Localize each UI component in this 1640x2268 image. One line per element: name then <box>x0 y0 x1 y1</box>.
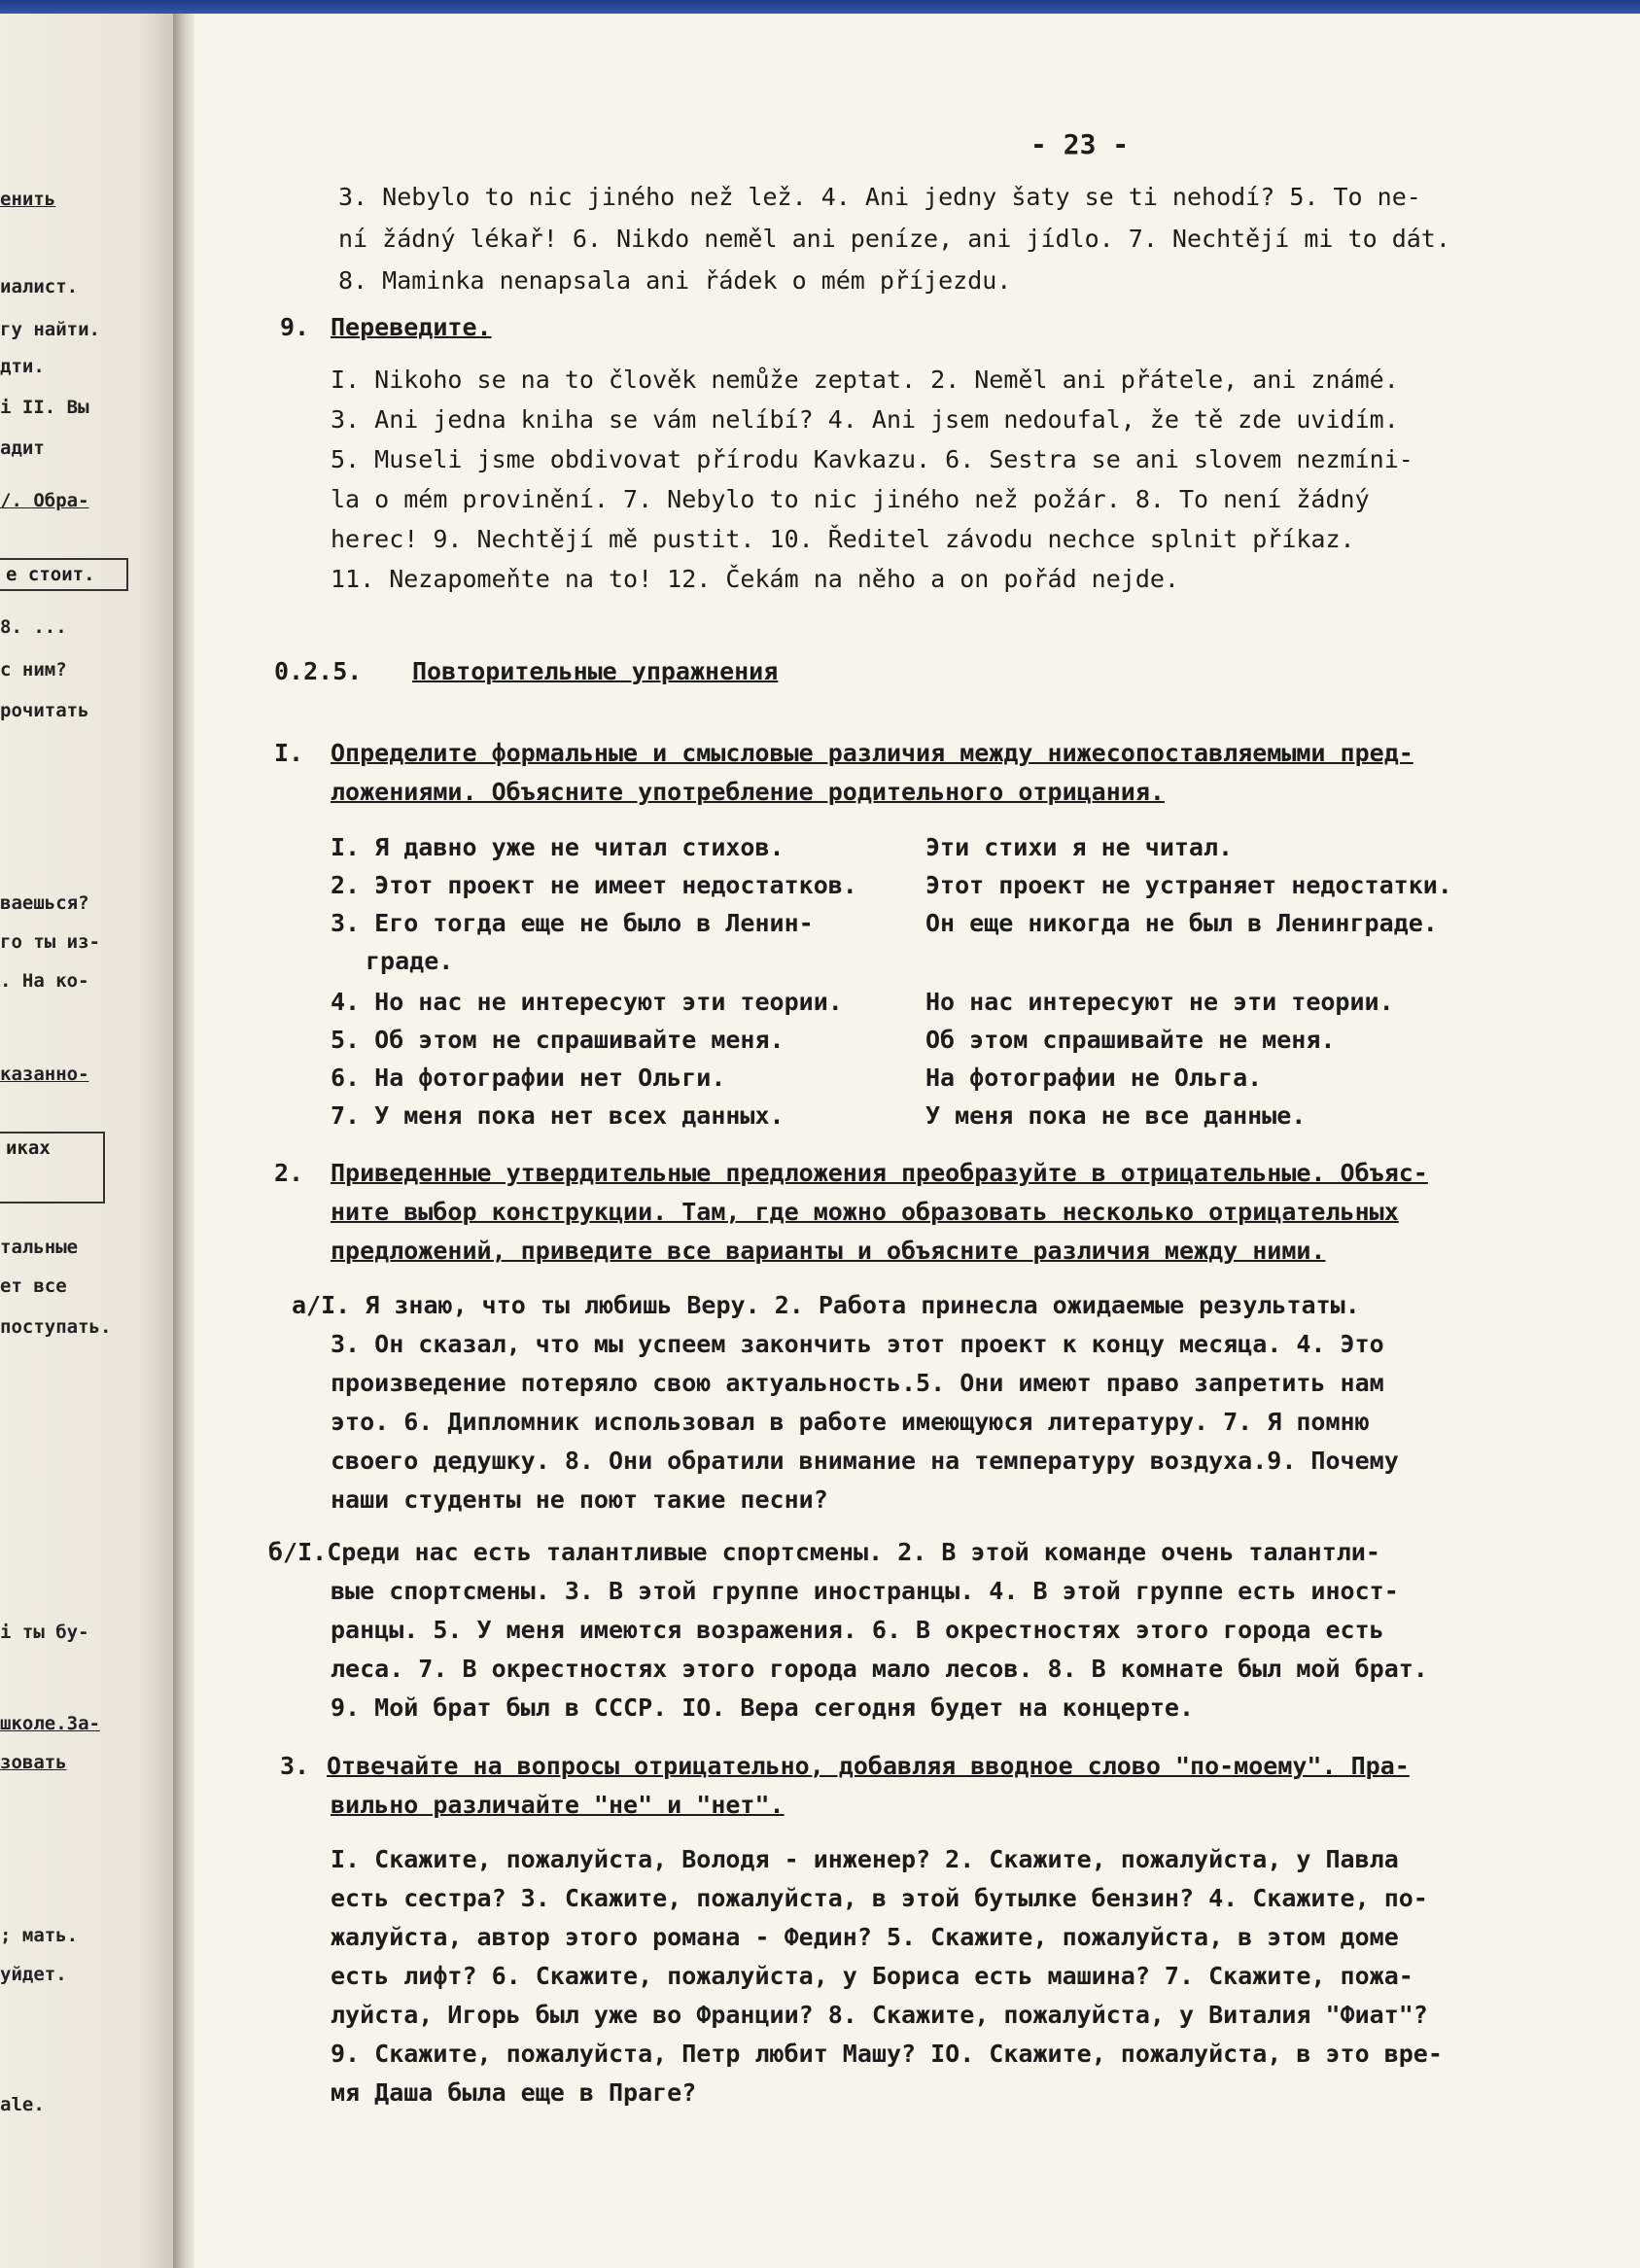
sentence-right: Об этом спрашивайте не меня. <box>925 1026 1336 1054</box>
exercise-line: есть лифт? 6. Скажите, пожалуйста, у Бориса есть машина? 7. Скажите, пожа- <box>331 1962 1413 1990</box>
sentence-left: 7. У меня пока нет всех данных. <box>331 1101 785 1130</box>
left-page-edge <box>0 14 173 2268</box>
book-gutter <box>173 14 194 2268</box>
exercise-line: ní žádný lékař! 6. Nikdo neměl ani peníze, ani jídlo. 7. Nechtějí mi to dát. <box>338 225 1450 253</box>
left-fragment: рочитать <box>0 700 89 721</box>
sentence-right: Но нас интересуют не эти теории. <box>925 988 1394 1016</box>
section-heading: Повторительные упражнения <box>412 657 779 685</box>
left-fragment: тальные <box>0 1237 79 1258</box>
exercise-line: 3. Nebylo to nic jiného než lež. 4. Ani jedny šaty se ti nehodí? 5. To ne- <box>338 183 1421 211</box>
left-boxed-fragment: иках <box>0 1132 105 1204</box>
exercise-heading: ложениями. Объясните употребление родительного отрицания. <box>331 778 1165 806</box>
exercise-number: 9. <box>280 313 310 341</box>
left-fragment: і ты бу- <box>0 1622 89 1643</box>
left-fragment: школе.За- <box>0 1713 100 1734</box>
left-fragment: адит <box>0 437 45 459</box>
left-fragment: ваешься? <box>0 892 89 914</box>
sentence-left: 2. Этот проект не имеет недостатков. <box>331 871 857 899</box>
sentence-left: 4. Но нас не интересуют эти теории. <box>331 988 843 1016</box>
exercise-line: вые спортсмены. 3. В этой группе иностранцы. 4. В этой группе есть иност- <box>331 1577 1399 1605</box>
sentence-right: Эти стихи я не читал. <box>925 833 1234 861</box>
exercise-heading: Отвечайте на вопросы отрицательно, добавляя вводное слово "по-моему". Пра- <box>327 1752 1410 1780</box>
left-fragment: го ты из- <box>0 931 100 953</box>
exercise-line: 5. Museli jsme obdivovat přírodu Kavkazu. 6. Sestra se ani slovem nezmíni- <box>331 445 1413 473</box>
section-number: 0.2.5. <box>274 657 363 685</box>
exercise-number: 3. <box>280 1752 310 1780</box>
exercise-line: леса. 7. В окрестностях этого города мало лесов. 8. В комнате был мой брат. <box>331 1655 1428 1683</box>
exercise-line: 3. Ani jedna kniha se vám nelíbí? 4. Ani jsem nedoufal, že tě zde uvidím. <box>331 405 1399 434</box>
left-fragment: і II. Вы <box>0 397 89 418</box>
exercise-heading: предложений, приведите все варианты и объясните различия между ними. <box>331 1237 1326 1265</box>
left-boxed-fragment: е стоит. <box>0 558 128 591</box>
left-fragment: уйдет. <box>0 1964 67 1985</box>
left-fragment: гу найти. <box>0 319 100 340</box>
exercise-line: 11. Nezapomeňte na to! 12. Čekám na něho a on pořád nejde. <box>331 565 1179 593</box>
exercise-line: herec! 9. Nechtějí mě pustit. 10. Ředitel závodu nechce splnit příkaz. <box>331 525 1355 553</box>
exercise-line: жалуйста, автор этого романа - Федин? 5. Скажите, пожалуйста, в этом доме <box>331 1923 1399 1951</box>
exercise-line: это. 6. Дипломник использовал в работе имеющуюся литературу. 7. Я помню <box>331 1408 1370 1436</box>
left-fragment: /. Обра- <box>0 490 89 511</box>
exercise-line: 9. Мой брат был в СССР. IO. Вера сегодня будет на концерте. <box>331 1693 1195 1722</box>
exercise-line: есть сестра? 3. Скажите, пожалуйста, в этой бутылке бензин? 4. Скажите, по- <box>331 1884 1428 1912</box>
scan-top-edge <box>0 0 1640 14</box>
left-fragment: енить <box>0 189 56 210</box>
left-fragment: с ним? <box>0 659 67 680</box>
exercise-line: а/І. Я знаю, что ты любишь Веру. 2. Работа принесла ожидаемые результаты. <box>292 1291 1360 1319</box>
left-fragment: иалист. <box>0 276 79 297</box>
exercise-line: 9. Скажите, пожалуйста, Петр любит Машу? IO. Скажите, пожалуйста, в это вре- <box>331 2040 1443 2068</box>
exercise-line: мя Даша была еще в Праге? <box>331 2078 697 2107</box>
left-fragment: ale. <box>0 2094 45 2115</box>
exercise-line: 3. Он сказал, что мы успеем закончить этот проект к концу месяца. 4. Это <box>331 1330 1384 1358</box>
exercise-line: I. Nikoho se na to člověk nemůže zeptat. 2. Neměl ani přátele, ani známé. <box>331 366 1399 394</box>
exercise-heading: Определите формальные и смысловые различия между нижесопоставляемыми пред- <box>331 739 1413 767</box>
sentence-right: У меня пока не все данные. <box>925 1101 1307 1130</box>
exercise-heading: Переведите. <box>331 313 492 341</box>
exercise-heading: Приведенные утвердительные предложения преобразуйте в отрицательные. Объяс- <box>331 1159 1428 1187</box>
page-number: - 23 - <box>1030 128 1130 160</box>
sentence-right: Этот проект не устраняет недостатки. <box>925 871 1452 899</box>
sentence-left: 5. Об этом не спрашивайте меня. <box>331 1026 785 1054</box>
exercise-line: произведение потеряло свою актуальность.5. Они имеют право запретить нам <box>331 1369 1384 1397</box>
exercise-line: I. Скажите, пожалуйста, Володя - инженер? 2. Скажите, пожалуйста, у Павла <box>331 1845 1399 1873</box>
sentence-left: I. Я давно уже не читал стихов. <box>331 833 785 861</box>
exercise-heading: ните выбор конструкции. Там, где можно образовать несколько отрицательных <box>331 1198 1399 1226</box>
left-fragment: поступать. <box>0 1316 112 1338</box>
exercise-line: луйста, Игорь был уже во Франции? 8. Скажите, пожалуйста, у Виталия "Фиат"? <box>331 2001 1428 2029</box>
left-fragment: . На ко- <box>0 970 89 992</box>
left-fragment: зовать <box>0 1752 67 1773</box>
sentence-left-continued: граде. <box>366 947 454 975</box>
exercise-number: 2. <box>274 1159 304 1187</box>
left-fragment: дти. <box>0 356 45 377</box>
left-fragment: казанно- <box>0 1064 89 1085</box>
left-fragment: 8. ... <box>0 616 67 638</box>
left-fragment: ет все <box>0 1275 67 1297</box>
sentence-left: 6. На фотографии нет Ольги. <box>331 1064 726 1092</box>
sentence-left: 3. Его тогда еще не было в Ленин- <box>331 909 814 937</box>
sentence-right: Он еще никогда не был в Ленинграде. <box>925 909 1438 937</box>
sentence-right: На фотографии не Ольга. <box>925 1064 1263 1092</box>
exercise-line: наши студенты не поют такие песни? <box>331 1485 828 1514</box>
exercise-line: б/І.Среди нас есть талантливые спортсмены. 2. В этой команде очень талантли- <box>268 1538 1380 1566</box>
right-page <box>194 14 1640 2268</box>
exercise-line: la o mém provinění. 7. Nebylo to nic jiného než požár. 8. To není žádný <box>331 485 1370 513</box>
exercise-number: I. <box>274 739 304 767</box>
left-fragment: ; мать. <box>0 1925 79 1946</box>
exercise-line: ранцы. 5. У меня имеются возражения. 6. В окрестностях этого города есть <box>331 1616 1384 1644</box>
exercise-line: 8. Maminka nenapsala ani řádek o mém příjezdu. <box>338 266 1012 295</box>
exercise-line: своего дедушку. 8. Они обратили внимание на температуру воздуха.9. Почему <box>331 1447 1399 1475</box>
exercise-heading: вильно различайте "не" и "нет". <box>331 1791 785 1819</box>
